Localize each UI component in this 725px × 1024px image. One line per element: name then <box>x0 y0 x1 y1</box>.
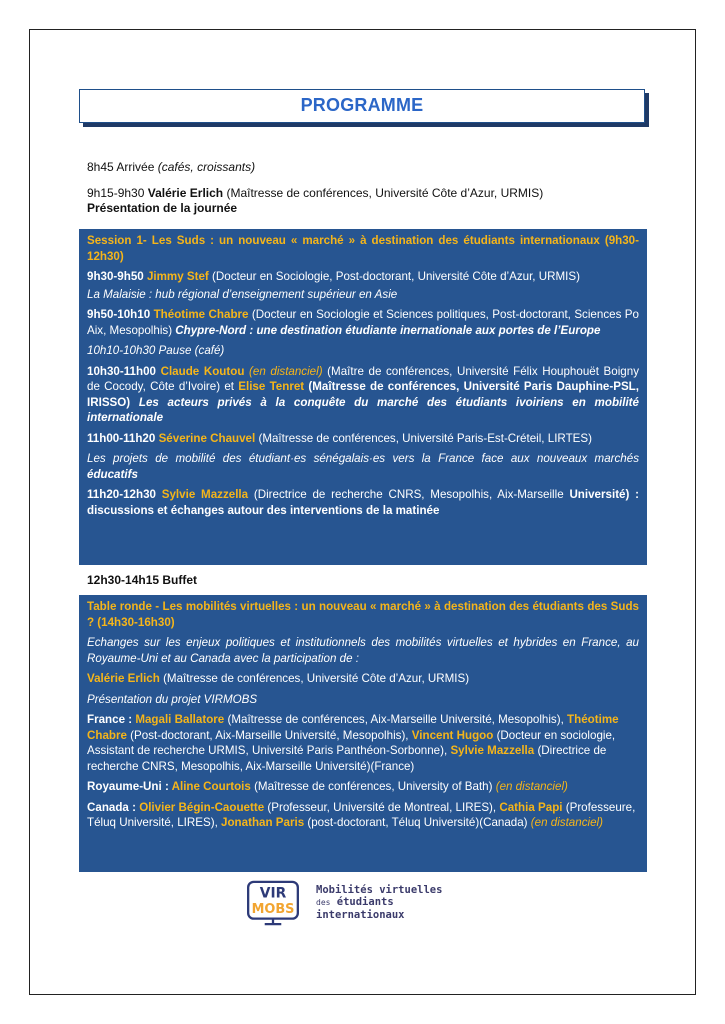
speaker-name: Jonathan Paris <box>221 816 305 829</box>
page-title: PROGRAMME <box>300 95 424 115</box>
speaker-name: Aline Courtois <box>171 780 251 793</box>
roundtable-uk <box>87 779 639 795</box>
speaker-affil: (Maîtresse de conférences, University of Bath) <box>250 780 496 793</box>
remote-note: (en distanciel) <box>244 364 323 378</box>
country-label: Royaume-Uni : <box>87 780 172 793</box>
speaker-affil: (Docteur en sociologie, Assistant de recherche URMIS, Université Paris Panthéon-Sorbonne), <box>87 728 616 757</box>
arrival-note: (cafés, croissants) <box>157 160 256 174</box>
speaker-affil: (Professeur, Université de Montreal, LIRES), <box>264 800 500 814</box>
logo-mark-bottom: MOBS <box>251 902 295 918</box>
roundtable-presentation: Présentation du projet VIRMOBS <box>87 692 258 706</box>
country-label: France : <box>87 713 136 726</box>
speaker-affil: (Maîtresse de conférences, Université Côte d’Azur, URMIS) <box>159 672 470 685</box>
logo-line2 <box>316 896 442 909</box>
speaker-affil: (Professeure, Téluq Université, LIRES), <box>87 800 636 829</box>
speaker-affil: (Maîtresse de conférences, Université Paris Dauphine-PSL, IRISSO) <box>87 380 639 409</box>
talk-5 <box>87 487 639 518</box>
talk-4-title <box>87 451 639 482</box>
talk-time: 9h50-10h10 <box>87 308 154 321</box>
logo-mark-top: VIR <box>259 885 287 902</box>
roundtable-host <box>87 671 639 687</box>
talk-time: 11h00-11h20 <box>87 431 159 445</box>
title-box <box>79 89 645 123</box>
talk-title: Université) : discussions et échanges autour des interventions de la matinée <box>87 488 639 517</box>
opening-affil: (Maîtresse de conférences, Université Côte d’Azur, URMIS) <box>223 186 544 200</box>
talk-1-title: La Malaisie : hub régional d’enseignement supérieur en Asie <box>87 287 398 301</box>
speaker-affil: (Directrice de recherche CNRS, Mesopolhis, Aix-Marseille <box>248 488 570 501</box>
speaker-name: Jimmy Stef <box>146 270 209 283</box>
speaker-affil: (Directrice de recherche CNRS, Mesopolhis, Aix-Marseille Université)(France) <box>87 744 607 773</box>
speaker-name: Claude Koutou <box>160 364 245 378</box>
pause: 10h10-10h30 Pause (café) <box>87 344 225 357</box>
speaker-name: Elise Tenret <box>238 380 305 393</box>
logo-text <box>316 884 442 921</box>
talk-title: Chypre-Nord : une destination étudiante inernationale aux portes de l’Europe <box>175 323 601 337</box>
opening-line <box>87 186 647 216</box>
speaker-affil: (Maîtresse de conférences, Aix-Marseille Université, Mesopolhis), <box>224 713 568 726</box>
remote-note: (en distanciel) <box>530 816 603 829</box>
speaker-name: Magali Ballatore <box>135 713 225 726</box>
talk-time: 9h30-9h50 <box>87 270 147 283</box>
talk-3 <box>87 364 639 426</box>
arrival-line <box>87 160 647 175</box>
logo-line3: internationaux <box>316 909 405 921</box>
talk-2 <box>87 307 639 338</box>
virmobs-logo <box>244 880 494 930</box>
buffet-line: 12h30-14h15 Buffet <box>87 573 198 587</box>
roundtable-heading: Table ronde - Les mobilités virtuelles : un nouveau « marché » à destination des étudiants des Suds ? (14h30-16h30) <box>87 600 639 629</box>
arrival-text: Arrivée <box>113 160 158 174</box>
remote-note: (en distanciel) <box>495 780 568 793</box>
speaker-name: Théotime Chabre <box>153 308 249 321</box>
opening-title: Présentation de la journée <box>87 201 238 215</box>
session1-block <box>79 229 647 565</box>
talk-time: 10h30-11h00 <box>87 364 161 378</box>
speaker-affil: (Maîtresse de conférences, Université Paris-Est-Créteil, LIRTES) <box>255 431 592 445</box>
talk-time: 11h20-12h30 <box>87 488 162 501</box>
talk-title: éducatifs <box>87 467 138 481</box>
speaker-affil: (Docteur en Sociologie, Post-doctorant, Université Côte d’Azur, URMIS) <box>208 270 580 283</box>
logo-line1: Mobilités virtuelles <box>316 884 443 896</box>
logo-small: des <box>316 898 331 907</box>
arrival-time: 8h45 <box>87 160 114 174</box>
logo-line2-text: étudiants <box>330 896 394 908</box>
talk-title: Les projets de mobilité des étudiant·es sénégalais·es vers la France face aux nouveaux marchés <box>87 452 639 465</box>
talk-4 <box>87 431 639 447</box>
roundtable-intro: Echanges sur les enjeux politiques et institutionnels des mobilités virtuelles et hybrides en France, au Royaume-Uni et au Canada avec la participation de : <box>87 636 639 665</box>
speaker-name: Sylvie Mazzella <box>450 744 535 757</box>
speaker-affil: (Docteur en Sociologie et Sciences politiques, Post-doctorant, Sciences Po Aix, Mesopolhis) <box>87 308 639 337</box>
country-label: Canada : <box>87 800 140 814</box>
opening-speaker: Valérie Erlich <box>147 186 224 200</box>
talk-title: Les acteurs privés à la conquête du marché des étudiants ivoiriens en mobilité internationale <box>87 395 639 424</box>
speaker-name: Valérie Erlich <box>87 672 160 685</box>
virmobs-logo-icon <box>244 880 302 926</box>
speaker-name: Vincent Hugoo <box>411 728 494 742</box>
opening-time: 9h15-9h30 <box>87 186 148 200</box>
speaker-affil: (Maître de conférences, Université Félix Houphouët Boigny de Cocody, Côte d’Ivoire) et <box>87 364 639 393</box>
speaker-name: Séverine Chauvel <box>158 431 256 445</box>
speaker-name: Théotime Chabre <box>87 713 619 742</box>
speaker-name: Cathia Papi <box>499 800 563 814</box>
speaker-affil: (Post-doctorant, Aix-Marseille Université, Mesopolhis), <box>126 728 412 742</box>
roundtable-france <box>87 712 639 774</box>
talk-1 <box>87 269 639 285</box>
speaker-affil: (post-doctorant, Téluq Université)(Canada) <box>304 816 531 829</box>
speaker-name: Sylvie Mazzella <box>161 488 249 501</box>
speaker-name: Olivier Bégin-Caouette <box>139 800 265 814</box>
roundtable-canada <box>87 800 639 831</box>
session1-heading: Session 1- Les Suds : un nouveau « marché » à destination des étudiants internationaux (9h30-12h30) <box>87 234 639 263</box>
roundtable-block <box>79 595 647 872</box>
